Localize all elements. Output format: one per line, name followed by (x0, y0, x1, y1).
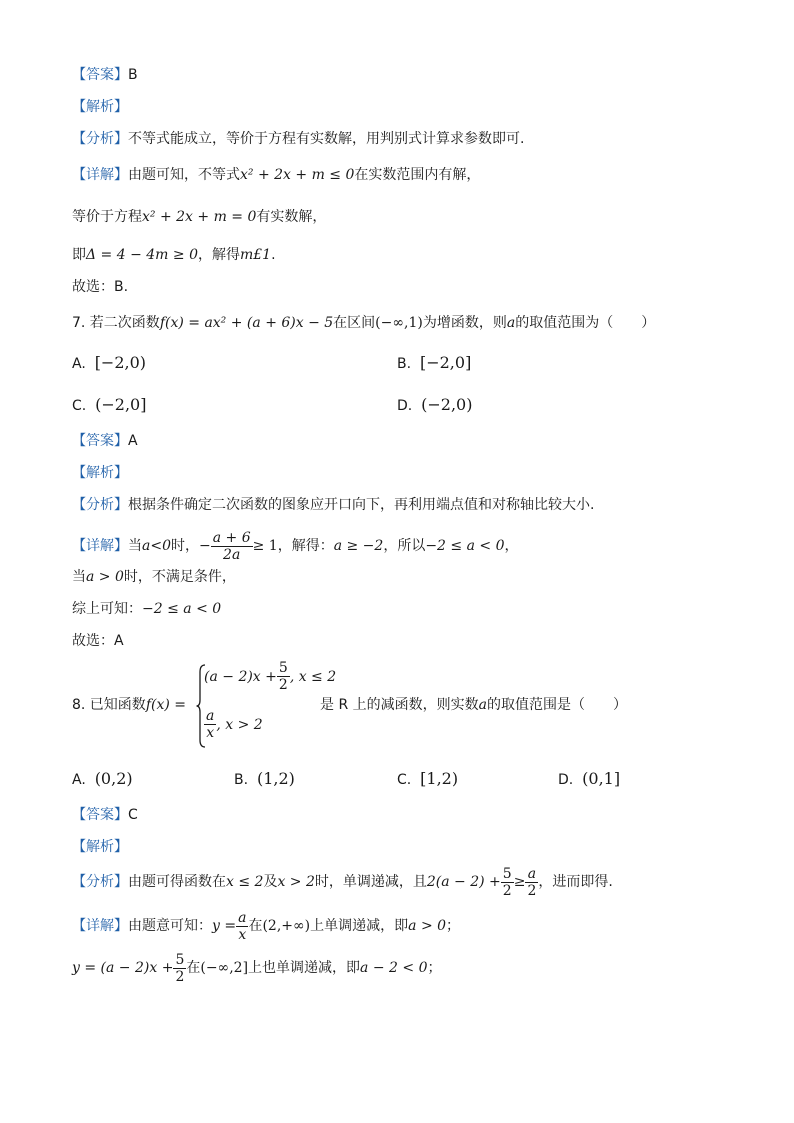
q7-xj-post: ， (504, 538, 519, 554)
q6-l2-post: 有实数解， (256, 209, 327, 225)
q8-xiangjie-line (72, 908, 460, 944)
q7-l2-pre: 当 (72, 569, 86, 585)
xiangjie-label: 【详解】 (72, 918, 128, 934)
q7-xj-ge: ≥ 1 (252, 538, 278, 554)
answer-label: 【答案】 (72, 807, 128, 823)
q7-option-d (397, 394, 472, 417)
piece2-fraction (204, 708, 216, 741)
q8-l2-mid: 在 (186, 960, 201, 976)
option-letter: C. (397, 772, 412, 788)
q6-l2-math: x² + 2x + m = 0 (142, 209, 257, 225)
piece1-expr: (a − 2)x + (204, 668, 277, 685)
q6-l3-math2: m£1 (240, 247, 272, 263)
q8-option-a (72, 768, 133, 791)
q8-piece2 (204, 708, 263, 741)
q8-l2-r: a − 2 < 0 (360, 960, 428, 976)
q8-line2 (72, 950, 441, 986)
q8-fenxi-pre: 由题可得函数在 (128, 874, 226, 890)
q8-l2-int: (−∞,2] (200, 960, 249, 976)
q8-stem-post-pre: 是 R 上的减函数，则实数 (320, 697, 479, 713)
q8-stem-pre: 8. 已知函数 (72, 697, 146, 713)
q7-l3-math: −2 ≤ a < 0 (142, 601, 222, 617)
piece1-fraction (277, 660, 290, 693)
q7-l2-math: a > 0 (86, 569, 124, 585)
q6-l3-mid: ，解得 (198, 247, 240, 263)
analysis-label: 解析 (86, 465, 114, 481)
option-letter: D. (558, 772, 574, 788)
q7-stem (72, 312, 655, 334)
q8-fenxi-lhs: 2(a − 2) + (426, 874, 501, 890)
fraction-denominator: 2 (175, 968, 185, 985)
q8-fenxi-post: ，进而即得. (538, 874, 613, 890)
fenxi-label: 【分析】 (72, 131, 128, 147)
q7-fenxi-line (72, 494, 594, 516)
option-value: (0,2) (94, 769, 133, 788)
q8-l2-frac (173, 952, 186, 985)
q7-xj-fraction (211, 530, 253, 563)
q7-option-c (72, 394, 146, 417)
q6-fenxi-text: 不等式能成立，等价于方程有实数解，用判别式计算求参数即可. (128, 131, 525, 147)
xiangjie-label: 【详解】 (72, 538, 128, 554)
q8-xj-mid: 在 (248, 918, 263, 934)
q8-answer-line (72, 804, 138, 826)
q7-xj-pre: 当 (128, 538, 142, 554)
answer-label: 【答案】 (72, 433, 128, 449)
q6-conclusion: 故选：B. (72, 279, 129, 295)
fraction-numerator: 5 (502, 865, 512, 882)
fraction-numerator: 5 (175, 951, 185, 968)
q7-analysis-heading: 【解析】 (72, 465, 128, 481)
q6-answer: B (128, 67, 138, 83)
option-value: (−2,0) (421, 395, 473, 414)
q7-l3-pre: 综上可知： (72, 601, 142, 617)
q7-answer: A (128, 433, 138, 449)
q7-stem-math: f(x) = ax² + (a + 6)x − 5 (159, 315, 334, 331)
q7-stem-var: a (506, 315, 516, 331)
q8-fenxi-mid2: 时，单调递减，且 (314, 874, 427, 890)
q8-stem-post: 的取值范围是（ ） (487, 697, 627, 713)
piece1-cond: , x ≤ 2 (289, 668, 337, 685)
q8-l2-mid2: 上也单调递减，即 (248, 960, 361, 976)
q8-xj-post: ； (446, 918, 461, 934)
analysis-label: 解析 (86, 99, 114, 115)
option-value: (0,1] (582, 769, 621, 788)
q7-stem-pre: 7. 若二次函数 (72, 315, 160, 331)
q6-xiangjie-line (72, 164, 480, 186)
q8-piece1 (204, 660, 336, 693)
option-letter: A. (72, 772, 86, 788)
piece2-cond: , x > 2 (216, 716, 263, 733)
q8-fenxi-frac2 (525, 866, 538, 899)
q8-stem-left (72, 694, 186, 716)
q7-xj-mid3: ，所以 (383, 538, 426, 554)
q8-answer: C (128, 807, 138, 823)
fenxi-label: 【分析】 (72, 497, 128, 513)
q6-l3-math: Δ = 4 − 4m ≥ 0 (86, 247, 198, 263)
q7-conclusion: 故选：A (72, 633, 124, 649)
q8-fenxi-c2: x > 2 (277, 874, 315, 890)
q8-option-b (234, 768, 295, 791)
q8-option-d (558, 768, 620, 791)
q7-stem-interval: (−∞,1) (375, 315, 423, 331)
q7-xj-neg: − (198, 538, 211, 554)
answer-label: 【答案】 (72, 67, 128, 83)
q8-xj-int: (2,+∞) (262, 918, 311, 934)
q8-option-c (397, 768, 458, 791)
q8-l2-post: ； (427, 960, 442, 976)
q8-fenxi-line (72, 864, 613, 900)
q7-option-b (397, 352, 471, 375)
fraction-numerator: 5 (278, 660, 288, 676)
q8-stem-right (320, 694, 627, 716)
fraction-numerator: a (238, 909, 247, 926)
fenxi-label: 【分析】 (72, 874, 128, 890)
q6-xj-post: 在实数范围内有解， (354, 167, 481, 183)
q8-fenxi-ge: ≥ (513, 874, 526, 890)
q6-answer-line (72, 64, 138, 86)
fraction-denominator: 2 (278, 677, 288, 693)
q8-xj-mid2: 上单调递减，即 (310, 918, 409, 934)
fraction-denominator: 2a (223, 546, 241, 563)
fraction-numerator: a (206, 708, 215, 724)
q7-option-a (72, 352, 146, 375)
q6-line3 (72, 244, 276, 266)
q7-l2-post: 时，不满足条件， (123, 569, 236, 585)
q7-xj-mid: 时， (170, 538, 199, 554)
fraction-denominator: x (206, 725, 215, 741)
q8-stem-var: a (478, 697, 487, 713)
q6-xj-math: x² + 2x + m ≤ 0 (240, 167, 355, 183)
q7-xj-r1: a ≥ −2 (333, 538, 384, 554)
q6-xj-pre: 由题可知，不等式 (128, 167, 240, 183)
option-value: [−2,0) (94, 353, 147, 372)
q7-answer-line (72, 430, 138, 452)
q6-fenxi-line (72, 128, 524, 150)
option-letter: A. (72, 356, 86, 372)
q7-xiangjie-line (72, 528, 518, 564)
q6-l3-pre: 即 (72, 247, 86, 263)
q8-analysis-heading: 【解析】 (72, 839, 128, 855)
option-value: (−2,0] (95, 395, 147, 414)
fraction-denominator: 2 (527, 882, 537, 899)
q8-xj-y: y = (212, 918, 237, 934)
option-letter: C. (72, 398, 87, 414)
q6-l2-pre: 等价于方程 (72, 209, 142, 225)
option-value: [−2,0] (419, 353, 472, 372)
q7-xj-mid2: ，解得： (277, 538, 334, 554)
q7-line3 (72, 598, 221, 620)
q6-analysis-heading: 【解析】 (72, 99, 128, 115)
q7-stem-post: 的取值范围为（ ） (515, 315, 656, 331)
q8-xj-frac (236, 910, 248, 943)
q7-stem-mid: 在区间 (333, 315, 376, 331)
q8-xj-r: a > 0 (408, 918, 447, 934)
fraction-numerator: a (525, 866, 538, 883)
q8-fenxi-c1: x ≤ 2 (226, 874, 264, 890)
q8-stem-fx: f(x) = (145, 697, 186, 713)
q7-stem-mid2: 为增函数，则 (422, 315, 507, 331)
q8-fenxi-mid: 及 (263, 874, 278, 890)
analysis-label: 解析 (86, 839, 114, 855)
option-value: (1,2) (256, 769, 295, 788)
fraction-denominator: x (238, 926, 247, 943)
q6-line2 (72, 206, 326, 228)
option-letter: B. (397, 356, 412, 372)
q8-xj-pre: 由题意可知： (128, 918, 212, 934)
q7-fenxi-text: 根据条件确定二次函数的图象应开口向下，再利用端点值和对称轴比较大小. (128, 497, 595, 513)
fraction-denominator: 2 (502, 882, 512, 899)
option-letter: B. (234, 772, 249, 788)
option-value: [1,2) (420, 769, 459, 788)
q7-xj-r2: −2 ≤ a < 0 (425, 538, 505, 554)
q7-line2 (72, 566, 236, 588)
fraction-numerator: a + 6 (212, 529, 251, 546)
q8-l2-y: y = (a − 2)x + (72, 960, 174, 976)
q6-l3-post: . (271, 247, 276, 263)
q7-xj-cond: a<0 (142, 538, 171, 554)
xiangjie-label: 【详解】 (72, 167, 128, 183)
option-letter: D. (397, 398, 413, 414)
q8-fenxi-frac1 (501, 866, 514, 899)
